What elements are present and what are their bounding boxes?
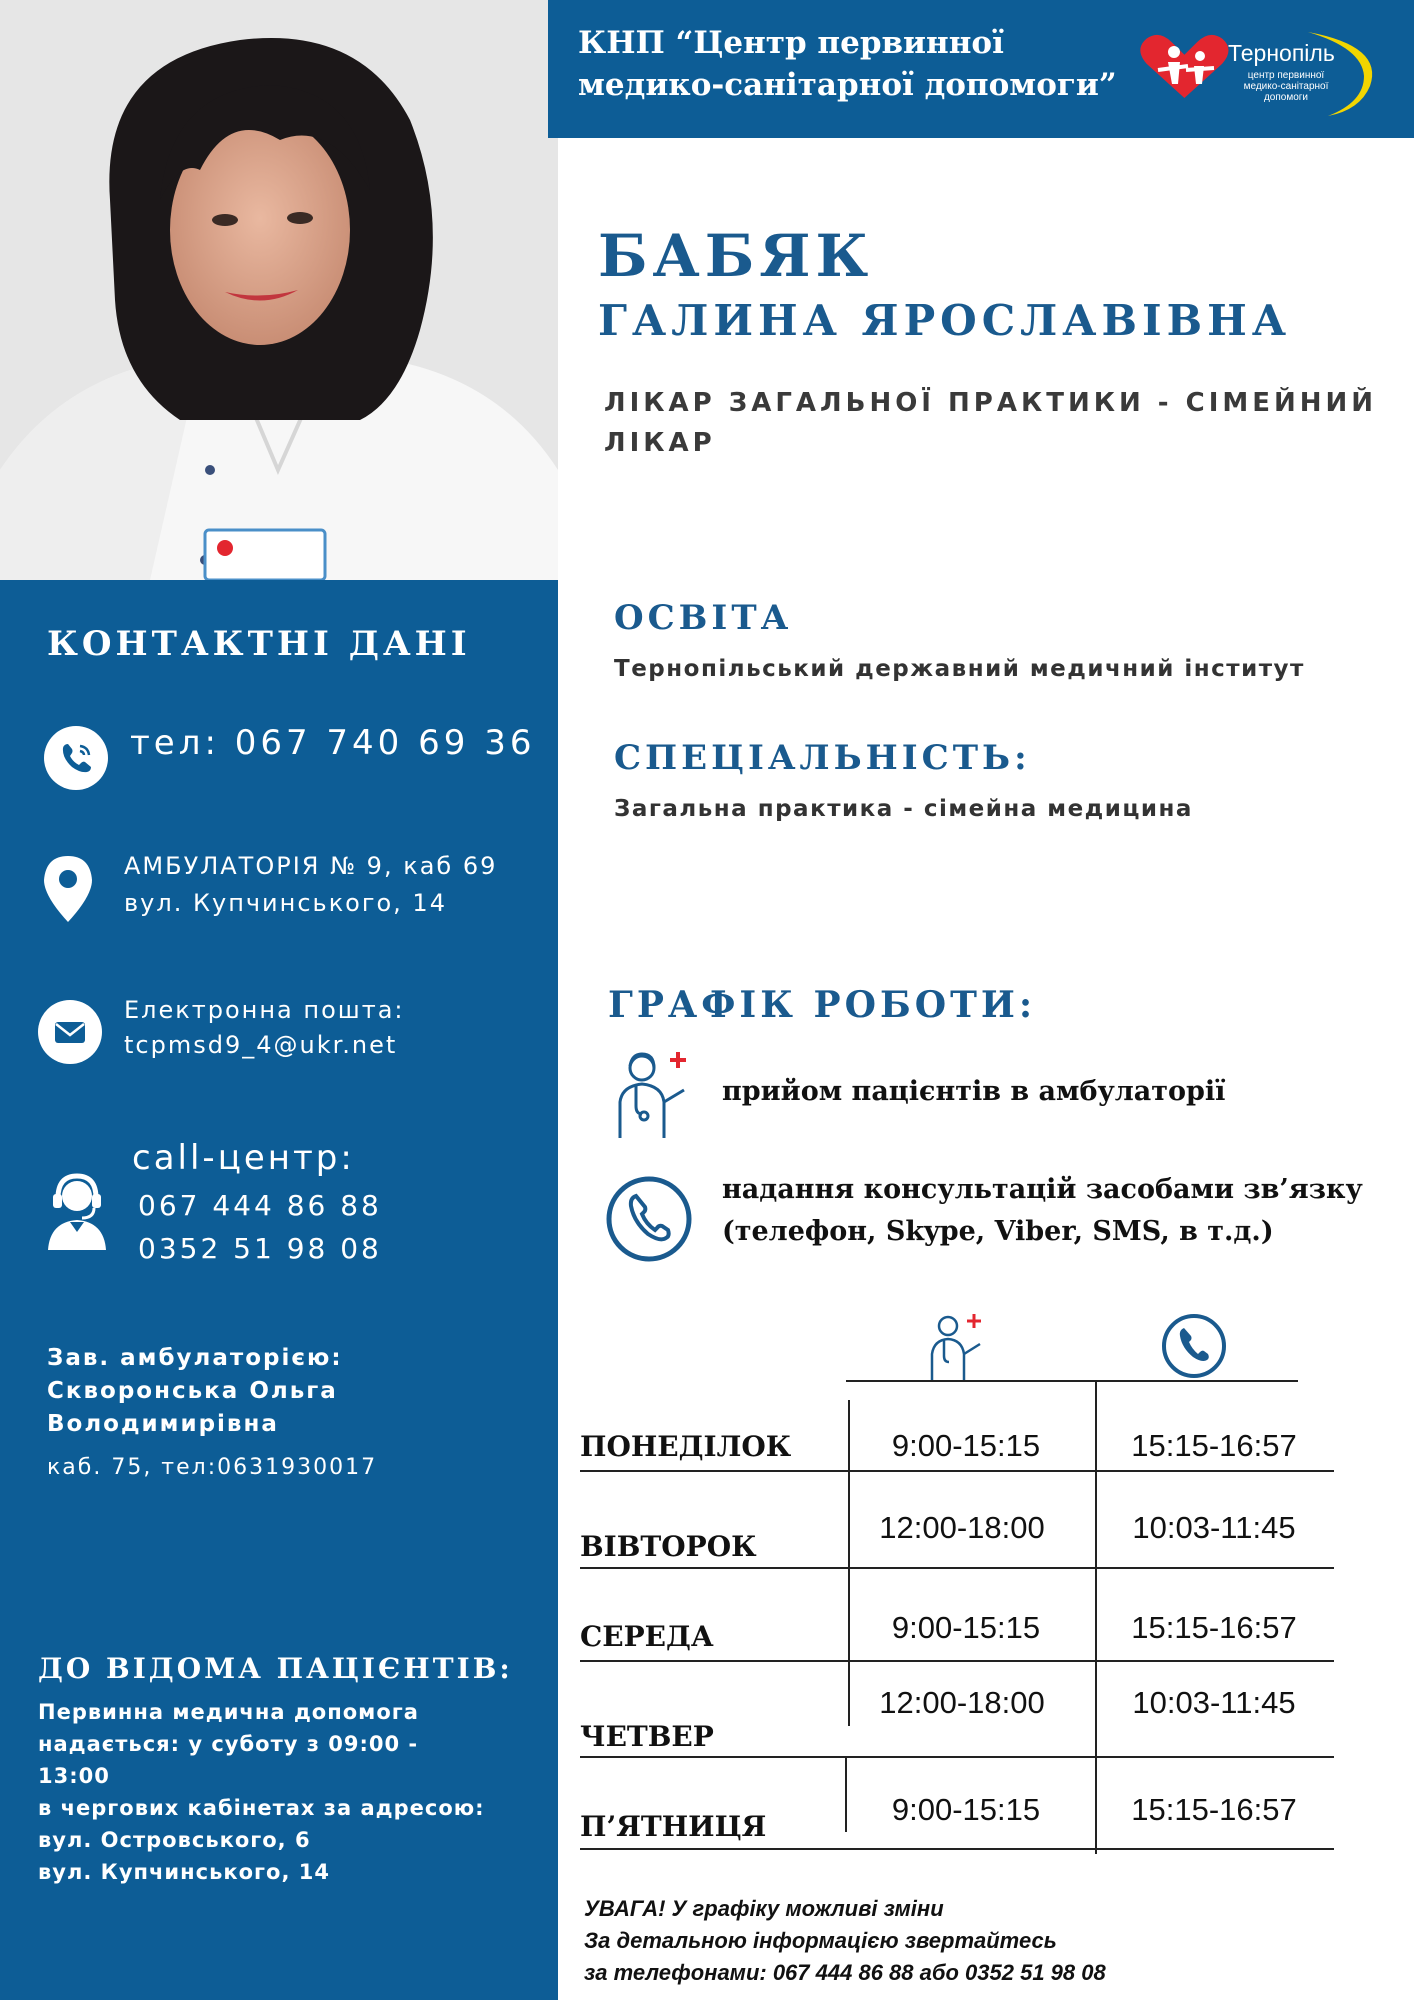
email-label: Електронна пошта: [124,996,405,1024]
logo-subtitle-line1: центр первинної [1247,70,1325,81]
table-row-day: ЧЕТВЕР [580,1720,714,1753]
table-cell-remote: 10:03-11:45 [1132,1510,1296,1545]
patient-notice-heading: ДО ВІДОМА ПАЦІЄНТІВ: [38,1652,513,1685]
notice-line: надається: у суботу з 09:00 - [38,1732,419,1756]
warning-line1: УВАГА! У графіку можливі зміни [584,1896,944,1921]
table-row-day: ПОНЕДІЛОК [580,1430,792,1463]
head-of-clinic-contact: каб. 75, тел:0631930017 [47,1455,378,1480]
email-icon [38,1000,102,1064]
table-cell-remote: 15:15-16:57 [1131,1428,1297,1463]
specialty-value: Загальна практика - сімейна медицина [614,796,1193,822]
table-cell-in-person: 12:00-18:00 [879,1685,1045,1720]
doctor-position-line1: ЛІКАР ЗАГАЛЬНОЇ ПРАКТИКИ - СІМЕЙНИЙ [604,388,1378,418]
doctor-icon [606,1046,702,1142]
logo-subtitle-line2: медико-санітарної [1243,81,1329,92]
column-doctor-icon [922,1310,992,1384]
table-row-line [580,1567,1334,1569]
phone-consultation-icon [604,1174,694,1264]
table-row-day: СЕРЕДА [580,1620,714,1653]
notice-line: в чергових кабінетах за адресою: [38,1796,485,1820]
notice-line: вул. Островського, 6 [38,1828,311,1852]
callcenter-label: call-центр: [132,1138,355,1178]
doctor-photo [0,0,558,580]
logo-subtitle [1226,70,1346,103]
callcenter-phone-2[interactable]: 0352 51 98 08 [138,1232,382,1265]
address-line2: вул. Купчинського, 14 [124,889,447,917]
location-pin-icon [40,854,96,924]
logo-subtitle-line3: допомоги [1263,92,1309,103]
table-cell-in-person: 9:00-15:15 [891,1792,1041,1827]
legend-remote-line1: надання консультацій засобами зв’язку [722,1174,1363,1205]
callcenter-phone-1[interactable]: 067 444 86 88 [138,1189,382,1222]
doctor-given-names: ГАЛИНА ЯРОСЛАВІВНА [598,296,1292,345]
table-cell-in-person: 9:00-15:15 [891,1610,1041,1645]
organization-title [578,22,1138,106]
schedule-heading: ГРАФІК РОБОТИ: [608,984,1037,1026]
warning-line2: За детальною інформацією звертайтесь [584,1928,1057,1953]
notice-line: вул. Купчинського, 14 [38,1860,330,1884]
table-cell-remote: 10:03-11:45 [1132,1685,1296,1720]
table-cell-remote: 15:15-16:57 [1131,1792,1297,1827]
head-of-clinic-name-line2: Володимирівна [47,1411,279,1437]
legend-in-person: прийом пацієнтів в амбулаторії [722,1076,1226,1107]
table-row-day: П’ЯТНИЦЯ [580,1810,767,1843]
organization-title-line1: КНП “Центр первинної [578,25,1004,61]
contacts-heading: КОНТАКТНІ ДАНІ [47,624,471,664]
head-of-clinic-title: Зав. амбулаторією: [47,1345,343,1371]
email-address[interactable]: tcpmsd9_4@ukr.net [124,1031,398,1059]
table-row-line [580,1756,1334,1758]
table-row-line [580,1660,1334,1662]
doctor-position-line2: ЛІКАР [604,428,716,458]
logo-city: Тернопіль [1228,40,1335,66]
education-value: Тернопільський державний медичний інститут [614,656,1305,682]
headset-operator-icon [44,1170,110,1250]
table-cell-in-person: 9:00-15:15 [891,1428,1041,1463]
warning-line3: за телефонами: 067 444 86 88 або 0352 51 98 08 [584,1960,1106,1985]
specialty-heading: СПЕЦІАЛЬНІСТЬ: [614,738,1031,778]
doctor-surname: БАБЯК [598,222,874,290]
table-cell-in-person: 12:00-18:00 [879,1510,1045,1545]
notice-line: Первинна медична допомога [38,1700,419,1724]
column-phone-icon [1160,1312,1228,1380]
doctor-phone[interactable]: тел: 067 740 69 36 [130,723,536,763]
phone-icon [44,726,108,790]
table-row-line [580,1470,1334,1472]
address-line1: АМБУЛАТОРІЯ № 9, каб 69 [124,852,498,880]
education-heading: ОСВІТА [614,598,793,638]
table-cell-remote: 15:15-16:57 [1131,1610,1297,1645]
legend-remote-line2: (телефон, Skype, Viber, SMS, в т.д.) [722,1216,1274,1247]
organization-title-line2: медико-санітарної допомоги” [578,67,1117,103]
table-row-day: ВІВТОРОК [580,1530,757,1563]
notice-line: 13:00 [38,1764,110,1788]
table-row-line [580,1848,1334,1850]
head-of-clinic-name-line1: Скворонська Ольга [47,1378,338,1404]
table-header-line [846,1380,1298,1382]
